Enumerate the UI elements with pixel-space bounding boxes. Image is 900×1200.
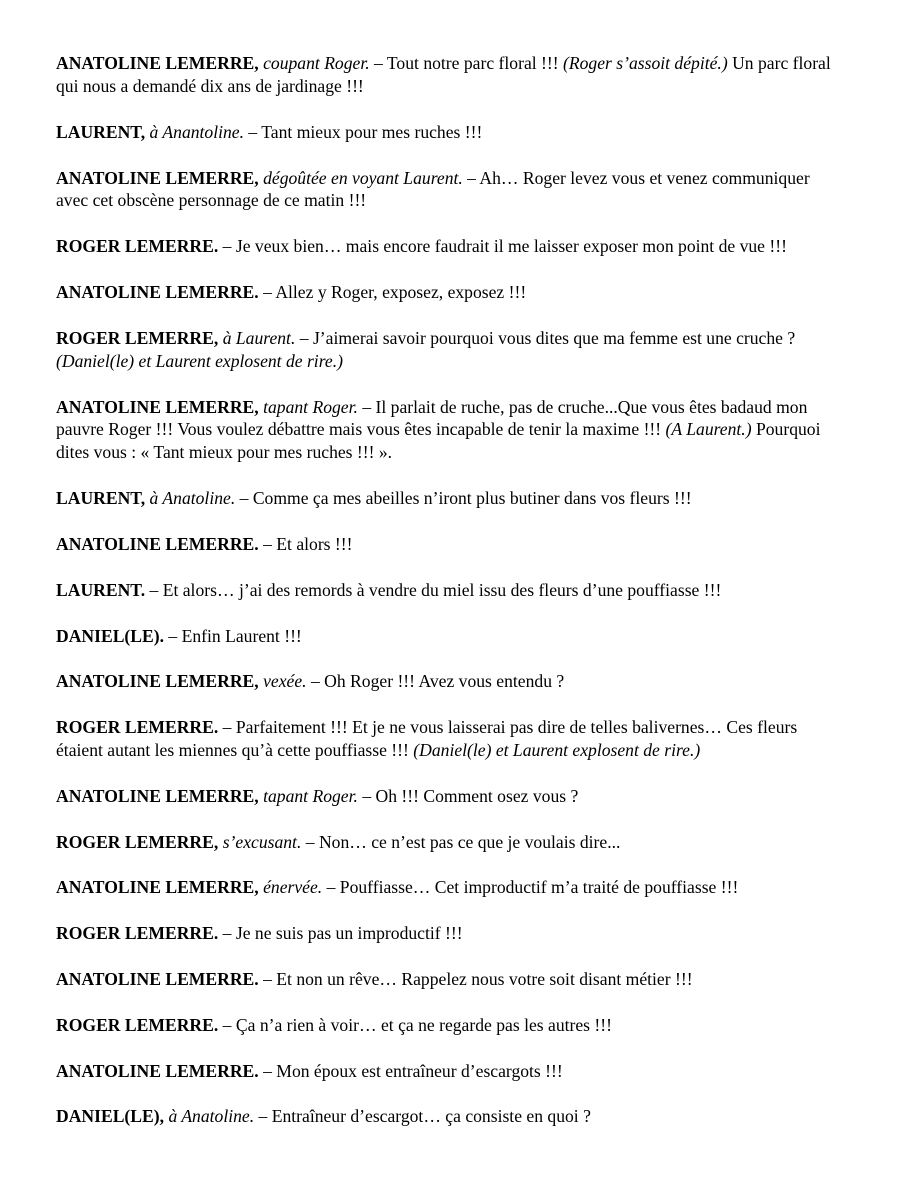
- speaker-name: ROGER LEMERRE.: [56, 236, 219, 257]
- speaker-name: ANATOLINE LEMERRE,: [56, 785, 259, 806]
- dialogue-text: – Enfin Laurent !!!: [164, 625, 302, 646]
- stage-direction: à Laurent.: [222, 327, 296, 348]
- script-page: [56, 52, 846, 1151]
- speaker-name: ANATOLINE LEMERRE.: [56, 533, 259, 554]
- stage-aside: (Daniel(le) et Laurent explosent de rire.): [56, 350, 343, 371]
- speaker-name: DANIEL(LE),: [56, 1106, 165, 1127]
- dialogue-text: – Il parlait de ruche, pas de cruche...Que vous êtes badaud mon pauvre Roger !!! Vous voulez débattre mais vous êtes incapable de tenir la maxime !!!: [56, 396, 808, 440]
- dialogue-text: – Parfaitement !!! Et je ne vous laisserai pas dire de telles balivernes… Ces fleurs étaient autant les miennes qu’à cette pouffiasse !!!: [56, 717, 798, 760]
- speaker-name: ANATOLINE LEMERRE.: [56, 968, 259, 989]
- dialogue-text-continued: Pourquoi dites vous : « Tant mieux pour mes ruches !!! ».: [56, 419, 821, 463]
- speaker-name: ROGER LEMERRE,: [56, 327, 219, 348]
- speaker-name: ROGER LEMERRE.: [56, 1014, 219, 1035]
- dialogue-text: – Tant mieux pour mes ruches !!!: [244, 121, 483, 142]
- dialogue-text: – Tout notre parc floral !!!: [369, 53, 564, 73]
- dialogue-text: – Mon époux est entraîneur d’escargots !!!: [258, 1060, 563, 1081]
- stage-direction: tapant Roger.: [263, 785, 358, 806]
- dialogue-line: [56, 922, 846, 945]
- speaker-name: LAURENT,: [56, 488, 146, 509]
- dialogue-text: – Je veux bien… mais encore faudrait il me laisser exposer mon point de vue !!!: [218, 236, 787, 257]
- stage-aside: (A Laurent.): [665, 419, 752, 440]
- dialogue-text: – Entraîneur d’escargot… ça consiste en quoi ?: [254, 1106, 591, 1127]
- dialogue-line: [56, 968, 846, 991]
- dialogue-line: [56, 167, 846, 213]
- speaker-name: ANATOLINE LEMERRE.: [56, 282, 259, 302]
- dialogue-text: – Et alors !!!: [258, 533, 353, 554]
- speaker-name: ANATOLINE LEMERRE,: [56, 671, 259, 692]
- dialogue-line: [56, 1105, 846, 1128]
- speaker-name: LAURENT.: [56, 579, 146, 600]
- dialogue-text: – Oh Roger !!! Avez vous entendu ?: [306, 671, 565, 692]
- dialogue-text: – Allez y Roger, exposez, exposez !!!: [258, 282, 527, 302]
- stage-direction: à Anatoline.: [149, 488, 236, 509]
- speaker-name: ROGER LEMERRE.: [56, 923, 219, 944]
- dialogue-text: – Et alors… j’ai des remords à vendre du miel issu des fleurs d’une pouffiasse !!!: [145, 579, 722, 600]
- dialogue-text: – Je ne suis pas un improductif !!!: [218, 923, 463, 944]
- dialogue-text: – Comme ça mes abeilles n’iront plus butiner dans vos fleurs !!!: [235, 488, 692, 509]
- dialogue-line: [56, 716, 846, 762]
- stage-aside: (Roger s’assoit dépité.): [563, 53, 728, 73]
- stage-direction: dégoûtée en voyant Laurent.: [263, 167, 463, 188]
- dialogue-line: [56, 579, 846, 602]
- dialogue-line: [56, 625, 846, 648]
- stage-direction: à Anatoline.: [168, 1106, 255, 1127]
- dialogue-line: [56, 327, 846, 373]
- speaker-name: ANATOLINE LEMERRE.: [56, 1060, 259, 1081]
- stage-direction: vexée.: [263, 671, 307, 692]
- dialogue-text-continued: Un parc floral qui nous a demandé dix ans de jardinage !!!: [56, 53, 831, 96]
- stage-direction: tapant Roger.: [263, 396, 358, 417]
- speaker-name: ANATOLINE LEMERRE,: [56, 167, 259, 188]
- speaker-name: ANATOLINE LEMERRE,: [56, 396, 259, 417]
- dialogue-line: [56, 396, 846, 465]
- dialogue-text: – Non… ce n’est pas ce que je voulais dire...: [301, 831, 621, 852]
- dialogue-line: [56, 1014, 846, 1037]
- dialogue-line: [56, 785, 846, 808]
- dialogue-text: – Ça n’a rien à voir… et ça ne regarde pas les autres !!!: [218, 1014, 613, 1035]
- dialogue-line: [56, 670, 846, 693]
- stage-direction: s’excusant.: [222, 831, 302, 852]
- speaker-name: ROGER LEMERRE,: [56, 831, 219, 852]
- stage-direction: coupant Roger.: [263, 53, 370, 73]
- speaker-name: ANATOLINE LEMERRE,: [56, 53, 259, 73]
- dialogue-text: – Et non un rêve… Rappelez nous votre soit disant métier !!!: [258, 968, 693, 989]
- dialogue-text: – J’aimerai savoir pourquoi vous dites que ma femme est une cruche ?: [295, 327, 796, 348]
- speaker-name: LAURENT,: [56, 121, 146, 142]
- dialogue-line: [56, 121, 846, 144]
- dialogue-line: [56, 831, 846, 854]
- dialogue-text: – Ah… Roger levez vous et venez communiquer avec cet obscène personnage de ce matin !!!: [56, 167, 810, 211]
- stage-direction: énervée.: [263, 877, 323, 898]
- dialogue-line: [56, 876, 846, 899]
- speaker-name: ROGER LEMERRE.: [56, 717, 219, 738]
- dialogue-line: [56, 52, 846, 98]
- dialogue-text: – Oh !!! Comment osez vous ?: [357, 785, 579, 806]
- dialogue-text: – Pouffiasse… Cet improductif m’a traité de pouffiasse !!!: [322, 877, 739, 898]
- dialogue-line: [56, 1060, 846, 1083]
- dialogue-line: [56, 487, 846, 510]
- stage-direction: à Anantoline.: [149, 121, 245, 142]
- speaker-name: DANIEL(LE).: [56, 625, 165, 646]
- dialogue-line: [56, 281, 846, 304]
- stage-aside: (Daniel(le) et Laurent explosent de rire.): [413, 740, 701, 760]
- dialogue-line: [56, 533, 846, 556]
- dialogue-line: [56, 235, 846, 258]
- speaker-name: ANATOLINE LEMERRE,: [56, 877, 259, 898]
